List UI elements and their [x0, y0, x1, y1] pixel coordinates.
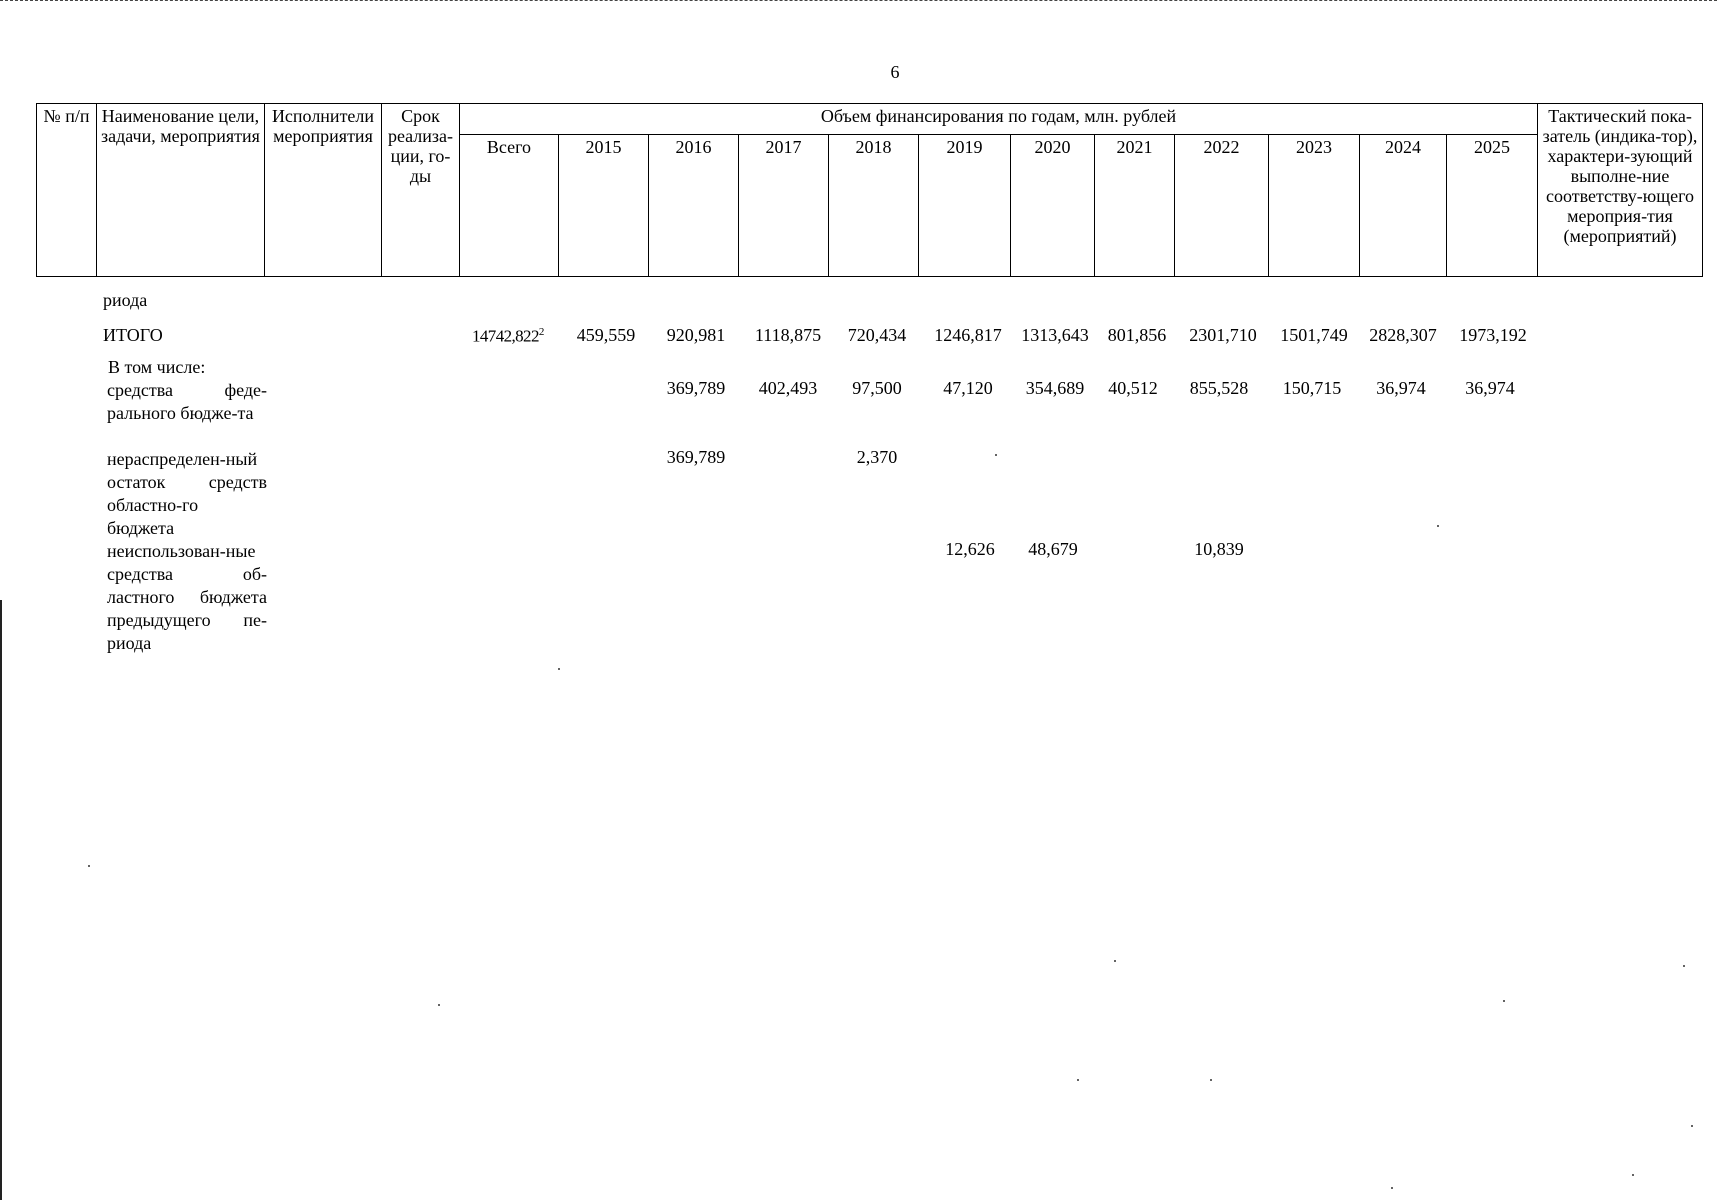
total-footnote-mark: 2 — [538, 326, 544, 338]
header-year-2025: 2025 — [1447, 135, 1538, 277]
scan-speck — [558, 668, 560, 670]
scan-speck — [1632, 1174, 1634, 1176]
header-year-2017: 2017 — [739, 135, 829, 277]
scan-speck — [88, 865, 90, 867]
row-label-unallocated: нераспределен-ный остаток средств областно-го бюджета — [107, 449, 267, 538]
table-header — [36, 103, 1703, 277]
unallocated-2018: 2,370 — [856, 447, 898, 467]
federal-2021: 40,512 — [1108, 378, 1158, 398]
header-col-term: Срок реализа-ции, го-ды — [382, 104, 460, 277]
header-year-2024: 2024 — [1360, 135, 1447, 277]
total-2025: 1973,192 — [1459, 325, 1527, 345]
unused-2022: 10,839 — [1194, 539, 1244, 559]
header-year-2015: 2015 — [559, 135, 649, 277]
federal-2018: 97,500 — [852, 378, 902, 398]
total-2021: 801,856 — [1107, 325, 1167, 345]
unused-2019: 12,626 — [945, 539, 995, 559]
row-label-federal: средства феде-рального бюдже-та — [107, 380, 267, 423]
header-col-indicator: Тактический пока-затель (индика-тор), характери-зующий выполне-ние соответству-ющего мероприя-тия (мероприятий) — [1538, 104, 1703, 277]
scan-speck — [438, 1004, 440, 1006]
federal-2017: 402,493 — [758, 378, 818, 398]
scan-speck — [1437, 525, 1439, 527]
total-2016: 920,981 — [666, 325, 726, 345]
federal-2025: 36,974 — [1465, 378, 1515, 398]
header-col-funding: Объем финансирования по годам, млн. рублей — [460, 104, 1538, 135]
header-col-number: № п/п — [37, 104, 97, 277]
header-year-2019: 2019 — [919, 135, 1011, 277]
total-all-value: 14742,822$^2$ — [472, 326, 544, 346]
scan-speck — [1077, 1079, 1079, 1081]
federal-2020: 354,689 — [1025, 378, 1085, 398]
scan-speck — [1691, 1125, 1693, 1127]
unused-2020: 48,679 — [1028, 539, 1078, 559]
scan-speck — [1114, 960, 1116, 962]
header-col-name: Наименование цели, задачи, мероприятия — [97, 104, 265, 277]
header-year-2021: 2021 — [1095, 135, 1175, 277]
total-2020: 1313,643 — [1021, 325, 1089, 345]
total-2018: 720,434 — [847, 325, 907, 345]
header-year-2022: 2022 — [1175, 135, 1269, 277]
header-year-2020: 2020 — [1011, 135, 1095, 277]
scan-speck — [995, 454, 997, 456]
federal-2024: 36,974 — [1376, 378, 1426, 398]
header-year-2016: 2016 — [649, 135, 739, 277]
header-col-total: Всего — [460, 135, 559, 277]
scan-speck — [1503, 1000, 1505, 1002]
federal-2022: 855,528 — [1189, 378, 1249, 398]
header-year-2023: 2023 — [1269, 135, 1360, 277]
federal-2023: 150,715 — [1282, 378, 1342, 398]
row-label-unused: неиспользован-ные средства об-ластного бюджета предыдущего пе-риода — [107, 541, 267, 653]
total-2017: 1118,875 — [754, 325, 822, 345]
total-2024: 2828,307 — [1369, 325, 1437, 345]
header-col-executors: Исполнители мероприятия — [265, 104, 382, 277]
total-label: ИТОГО — [103, 325, 163, 345]
federal-2019: 47,120 — [943, 378, 993, 398]
header-year-2018: 2018 — [829, 135, 919, 277]
total-2015: 459,559 — [576, 325, 636, 345]
left-scan-edge — [0, 600, 2, 1200]
scan-speck — [1391, 1187, 1393, 1189]
scan-speck — [1210, 1079, 1212, 1081]
continued-text: риода — [103, 290, 148, 310]
federal-2016: 369,789 — [666, 378, 726, 398]
page-number: 6 — [890, 62, 900, 82]
top-scan-rule — [0, 0, 1717, 1]
total-2022: 2301,710 — [1189, 325, 1257, 345]
unallocated-2016: 369,789 — [666, 447, 726, 467]
total-2019: 1246,817 — [934, 325, 1002, 345]
including-label: В том числе: — [108, 357, 206, 377]
total-2023: 1501,749 — [1280, 325, 1348, 345]
scan-speck — [1683, 965, 1685, 967]
